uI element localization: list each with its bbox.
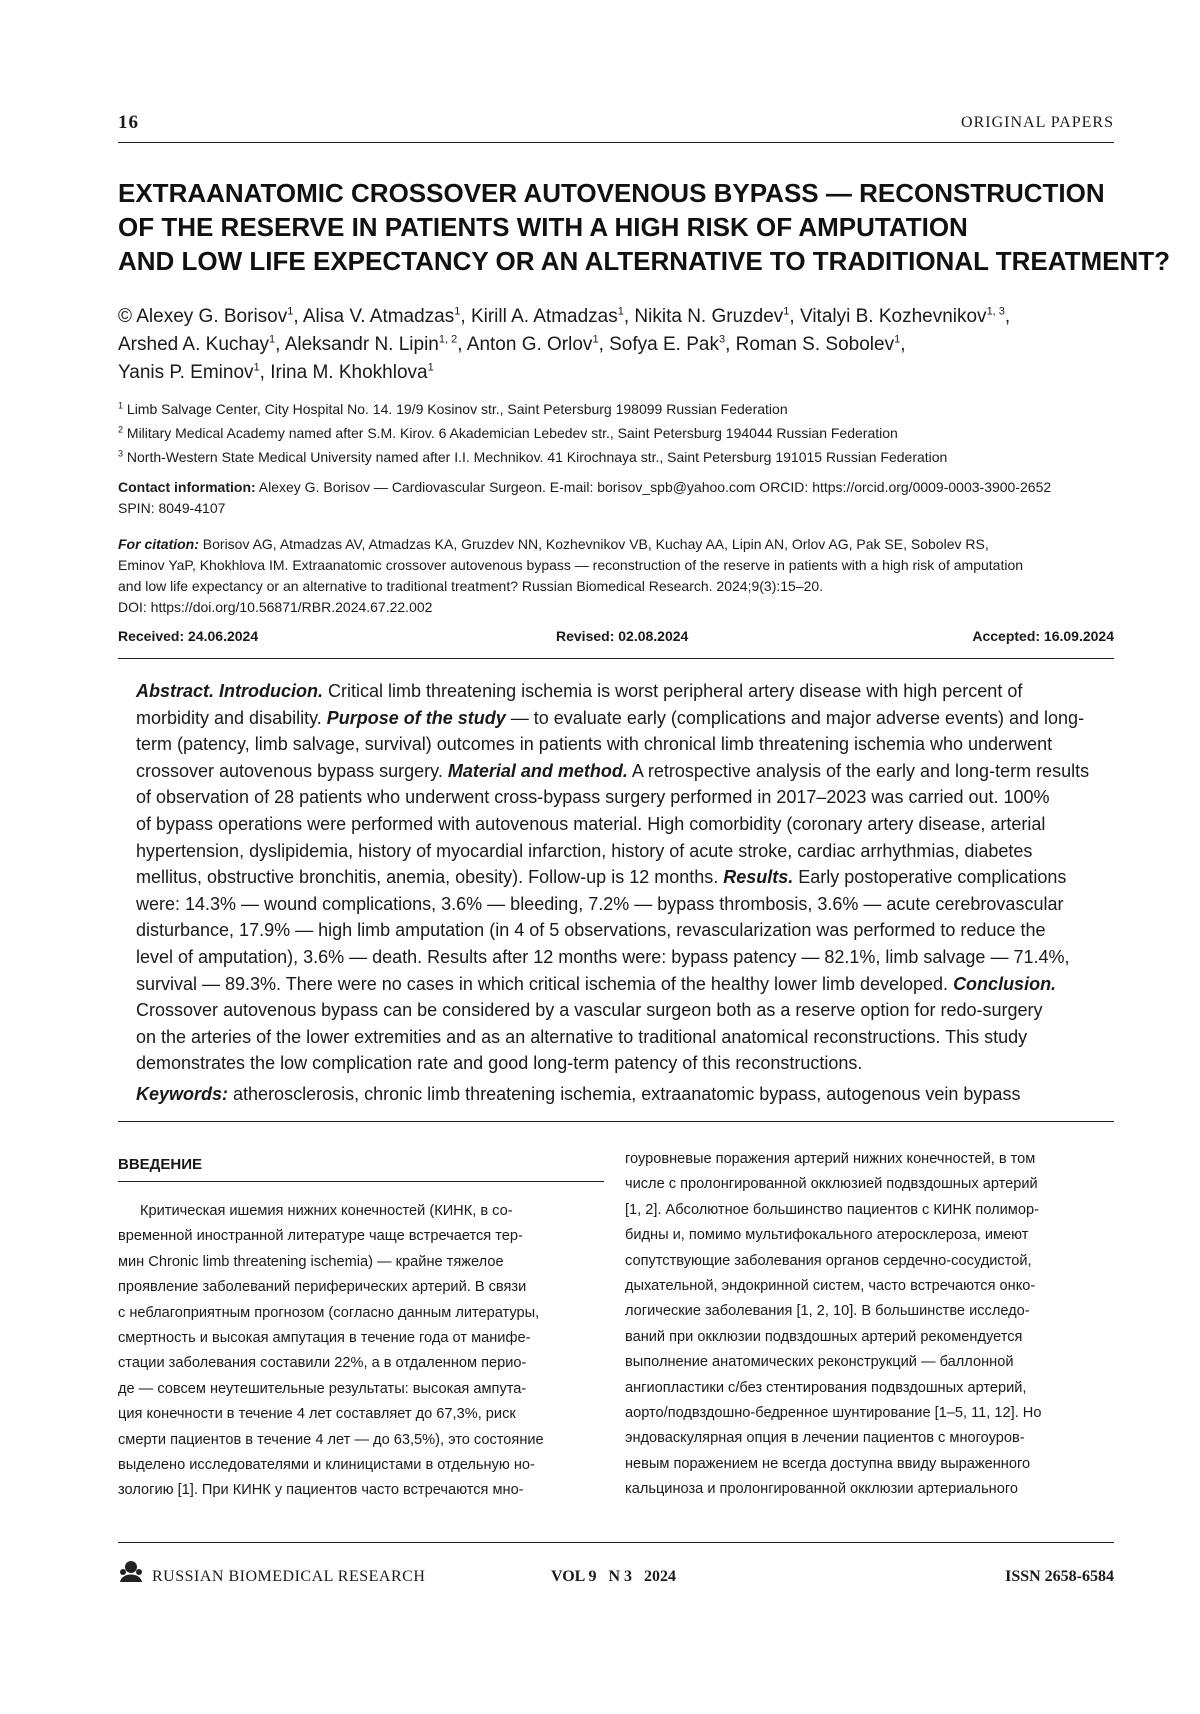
text-line: эндоваскулярная опция в лечении пациентов с многоуров- [625, 1430, 1025, 1447]
text-line: Критическая ишемия нижних конечностей (КИНК, в со- [140, 1203, 513, 1219]
affiliation: $^1$ Limb Salvage Center, City Hospital No. 14. 19/9 Kosinov str., Saint Petersburg 198099 Russian Federation [118, 400, 788, 417]
text-line: проявление заболеваний периферических артерий. В связи [118, 1279, 527, 1296]
section-label: ORIGINAL PAPERS [961, 114, 1114, 131]
text-line: временной иностранной литературе чаще встречается тер- [118, 1228, 523, 1245]
author-affiliation: 3 [718, 333, 726, 346]
purpose-heading: Purpose of the study [326, 707, 506, 728]
journal-name: RUSSIAN BIOMEDICAL RESEARCH [152, 1568, 426, 1585]
text-line: гоуровневые поражения артерий нижних конечностей, в том [625, 1151, 1036, 1167]
text-line: де — совсем неутешительные результаты: высокая ампута- [118, 1380, 527, 1397]
journal-issn: ISSN 2658-6584 [1005, 1568, 1114, 1585]
affiliation: $^2$ Military Medical Academy named after S.M. Kirov. 6 Akademician Lebedev str., Saint Petersburg 194044 Russian Federation [118, 424, 898, 441]
abstract-heading: Abstract. Introducion. [136, 681, 324, 701]
citation-block: For citation: Borisov AG, Atmadzas AV, Atmadzas KA, Gruzdev NN, Kozhevnikov VB, Kuchay AA, Lipin AN, Orlov AG, Pak SE, Sobolev RS, Eminov YaP, Khokhlova IM. Extraanatomic crossover autovenous bypass — reconstruction of the reserve in patients with a high risk of amputation and low life expectancy or an alternative to traditional treatment? Russian Biomedical Research. 2024;9(3):15–20. DOI: https://doi.org/10.56871/RBR.2024.67.22.002 [118, 534, 1118, 618]
contact-text: Alexey G. Borisov — Cardiovascular Surgeon. E-mail: borisov_spb@yahoo.com ORCID: https://orcid.org/0009-0003-3900-2652 [255, 479, 1052, 495]
journal-volume: VOL 9 N 3 2024 [551, 1568, 677, 1585]
text-line: стации заболевания составили 22%, а в отдаленном перио- [118, 1355, 527, 1372]
text-line: выделено исследователями и клиницистами в отдельную но- [118, 1457, 535, 1474]
author-affiliation: 1 [592, 333, 599, 346]
journal-logo-icon [118, 1560, 144, 1584]
author-affiliation: 1, 2 [438, 333, 458, 346]
section-heading-rule [118, 1181, 604, 1182]
author-name: Alisa V. Atmadzas [302, 306, 455, 327]
conclusion-heading: Conclusion. [953, 973, 1057, 994]
received-date: Received: 24.06.2024 [118, 628, 259, 644]
author-name: Irina M. Khokhlova [270, 362, 428, 383]
doi-link[interactable]: DOI: https://doi.org/10.56871/RBR.2024.67.22.002 [118, 599, 433, 615]
results-heading: Results. [723, 867, 794, 888]
author-affiliation: 1 [287, 305, 294, 318]
contact-label: Contact information: [118, 479, 256, 495]
author-affiliation: 1 [894, 333, 901, 346]
abstract: Abstract. Introducion. Critical limb threatening ischemia is worst peripheral artery disease with high percent of morbidity and disability. Purpose of the study — to evaluate early (complications and major adverse events) and long- term (patency, limb salvage, survival) outcomes in patients with chronical limb threatening ischemia who underwent crossover autovenous bypass surgery. Material and method. A retrospective analysis of the early and long-term results of observation of 28 patients who underwent cross-bypass surgery performed in 2017–2023 was carried out. 100% of bypass operations were performed with autovenous material. High comorbidity (coronary artery disease, arterial hypertension, dyslipidemia, history of myocardial infarction, history of acute stroke, cardiac arrhythmias, diabetes mellitus, obstructive bronchitis, anemia, obesity). Follow-up is 12 months. Results. Early postoperative complications were: 14.3% — wound complications, 3.6% — bleeding, 7.2% — bypass thrombosis, 3.6% — acute cerebrovascular disturbance, 17.9% — high limb amputation (in 4 of 5 observations, revascularization was performed to reduce the level of amputation), 3.6% — death. Results after 12 months were: bypass patency — 82.1%, limb salvage — 71.4%, survival — 89.3%. There were no cases in which critical ischemia of the healthy lower limb developed. Conclusion. Crossover autovenous bypass can be considered by a vascular surgeon both as a reserve option for redo-surgery on the arteries of the lower extremities and as an alternative to traditional anatomical reconstructions. This study demonstrates the low complication rate and good long-term patency of this reconstructions. [136, 681, 1090, 1074]
title-line: EXTRAANATOMIC CROSSOVER AUTOVENOUS BYPASS — RECONSTRUCTION [118, 178, 1105, 208]
affiliation-list [118, 397, 1118, 469]
method-heading: Material and method. [447, 760, 628, 781]
text-line: логические заболевания [1, 2, 10]. В большинстве исследо- [625, 1303, 1030, 1320]
text-line: сопутствующие заболевания органов сердечно-сосудистой, [625, 1252, 1032, 1269]
text-line: [1, 2]. Абсолютное большинство пациентов с КИНК полимор- [625, 1201, 1039, 1218]
text-line: ция конечности в течение 4 лет составляет до 67,3%, риск [118, 1406, 516, 1423]
text-line: смерти пациентов в течение 4 лет — до 63,5%), это состояние [118, 1431, 544, 1448]
author-affiliation: 1 [269, 333, 276, 346]
abstract-top-divider [118, 658, 1114, 659]
author-name: Anton G. Orlov [466, 334, 593, 355]
section-heading: ВВЕДЕНИЕ [118, 1156, 202, 1173]
author-name: Sofya E. Pak [609, 334, 719, 355]
text-line: бидны и, помимо мультифокального атеросклероза, имеют [625, 1227, 1029, 1244]
author-name: Arshed A. Kuchay [118, 334, 270, 355]
abstract-bottom-divider [118, 1121, 1114, 1122]
text-line: смертность и высокая ампутация в течение года от манифе- [118, 1330, 531, 1347]
keywords-label: Keywords: [136, 1084, 229, 1104]
author-affiliation: 1 [427, 361, 434, 374]
header-divider [118, 142, 1114, 143]
author-list: © Alexey G. Borisov$^1$, Alisa V. Atmadzas$^1$, Kirill A. Atmadzas$^1$, Nikita N. Gruzdev$^1$, Vitalyi B. Kozhevnikov$^{1, 3}$, Arshed A. Kuchay$^1$, Aleksandr N. Lipin$^{1, 2}$, Anton G. Orlov$^1$, Sofya E. Pak$^3$, Roman S. Sobolev$^1$, Yanis P. Eminov$^1$, Irina M. Khokhlova$^1$ [118, 305, 1011, 383]
author-name: Roman S. Sobolev [735, 334, 895, 355]
author-affiliation: 1, 3 [986, 305, 1005, 318]
citation-label: For citation: [118, 536, 199, 552]
text-line: ваний при окклюзии подвздошных артерий рекомендуется [625, 1328, 1023, 1345]
text-line: зологию [1]. При КИНК у пациентов часто встречаются мно- [118, 1482, 524, 1499]
footer-divider [118, 1542, 1114, 1543]
author-name: Aleksandr N. Lipin [284, 334, 439, 355]
text-line: выполнение анатомических реконструкций — баллонной [625, 1354, 1014, 1371]
author-name: Nikita N. Gruzdev [634, 306, 784, 327]
title-line: OF THE RESERVE IN PATIENTS WITH A HIGH RISK OF AMPUTATION [118, 212, 968, 242]
text-line: дыхательной, эндокринной систем, часто встречаются онко- [625, 1278, 1036, 1295]
author-name: © Alexey G. Borisov [118, 306, 288, 327]
author-affiliation: 1 [617, 305, 624, 318]
text-line: невым поражением не всегда доступна ввиду выраженного [625, 1455, 1031, 1472]
article-title [118, 176, 1171, 278]
author-affiliation: 1 [253, 361, 260, 374]
affiliation: $^3$ North-Western State Medical University named after I.I. Mechnikov. 41 Kirochnaya str., Saint Petersburg 191015 Russian Federation [118, 448, 948, 465]
title-line: AND LOW LIFE EXPECTANCY OR AN ALTERNATIVE TO TRADITIONAL TREATMENT? [118, 246, 1171, 276]
author-name: Kirill A. Atmadzas [470, 306, 618, 327]
author-affiliation: 1 [454, 305, 461, 318]
text-line: ангиопластики с/без стентирования подвздошных артерий, [625, 1379, 1027, 1396]
revised-date: Revised: 02.08.2024 [556, 628, 689, 644]
contact-information [118, 477, 1118, 519]
intro-column-left [118, 1199, 604, 1504]
author-name: Yanis P. Eminov [118, 362, 254, 383]
intro-column-right [625, 1147, 1111, 1503]
page-number: 16 [118, 112, 139, 133]
accepted-date: Accepted: 16.09.2024 [972, 628, 1114, 644]
text-line: с неблагоприятным прогнозом (согласно данным литературы, [118, 1304, 540, 1321]
text-line: мин Chronic limb threatening ischemia) — крайне тяжелое [118, 1253, 504, 1270]
text-line: аорто/подвздошно-бедренное шунтирование [1–5, 11, 12]. Но [625, 1405, 1042, 1422]
author-affiliation: 1 [783, 305, 790, 318]
author-name: Vitalyi B. Kozhevnikov [799, 306, 987, 327]
text-line: числе с пролонгированной окклюзией подвздошных артерий [625, 1176, 1038, 1193]
text-line: кальциноза и пролонгированной окклюзии артериального [625, 1481, 1018, 1498]
spin: SPIN: 8049-4107 [118, 500, 226, 516]
keywords [136, 1084, 1106, 1105]
keywords-text: atherosclerosis, chronic limb threatening ischemia, extraanatomic bypass, autogenous vein bypass [228, 1084, 1021, 1104]
